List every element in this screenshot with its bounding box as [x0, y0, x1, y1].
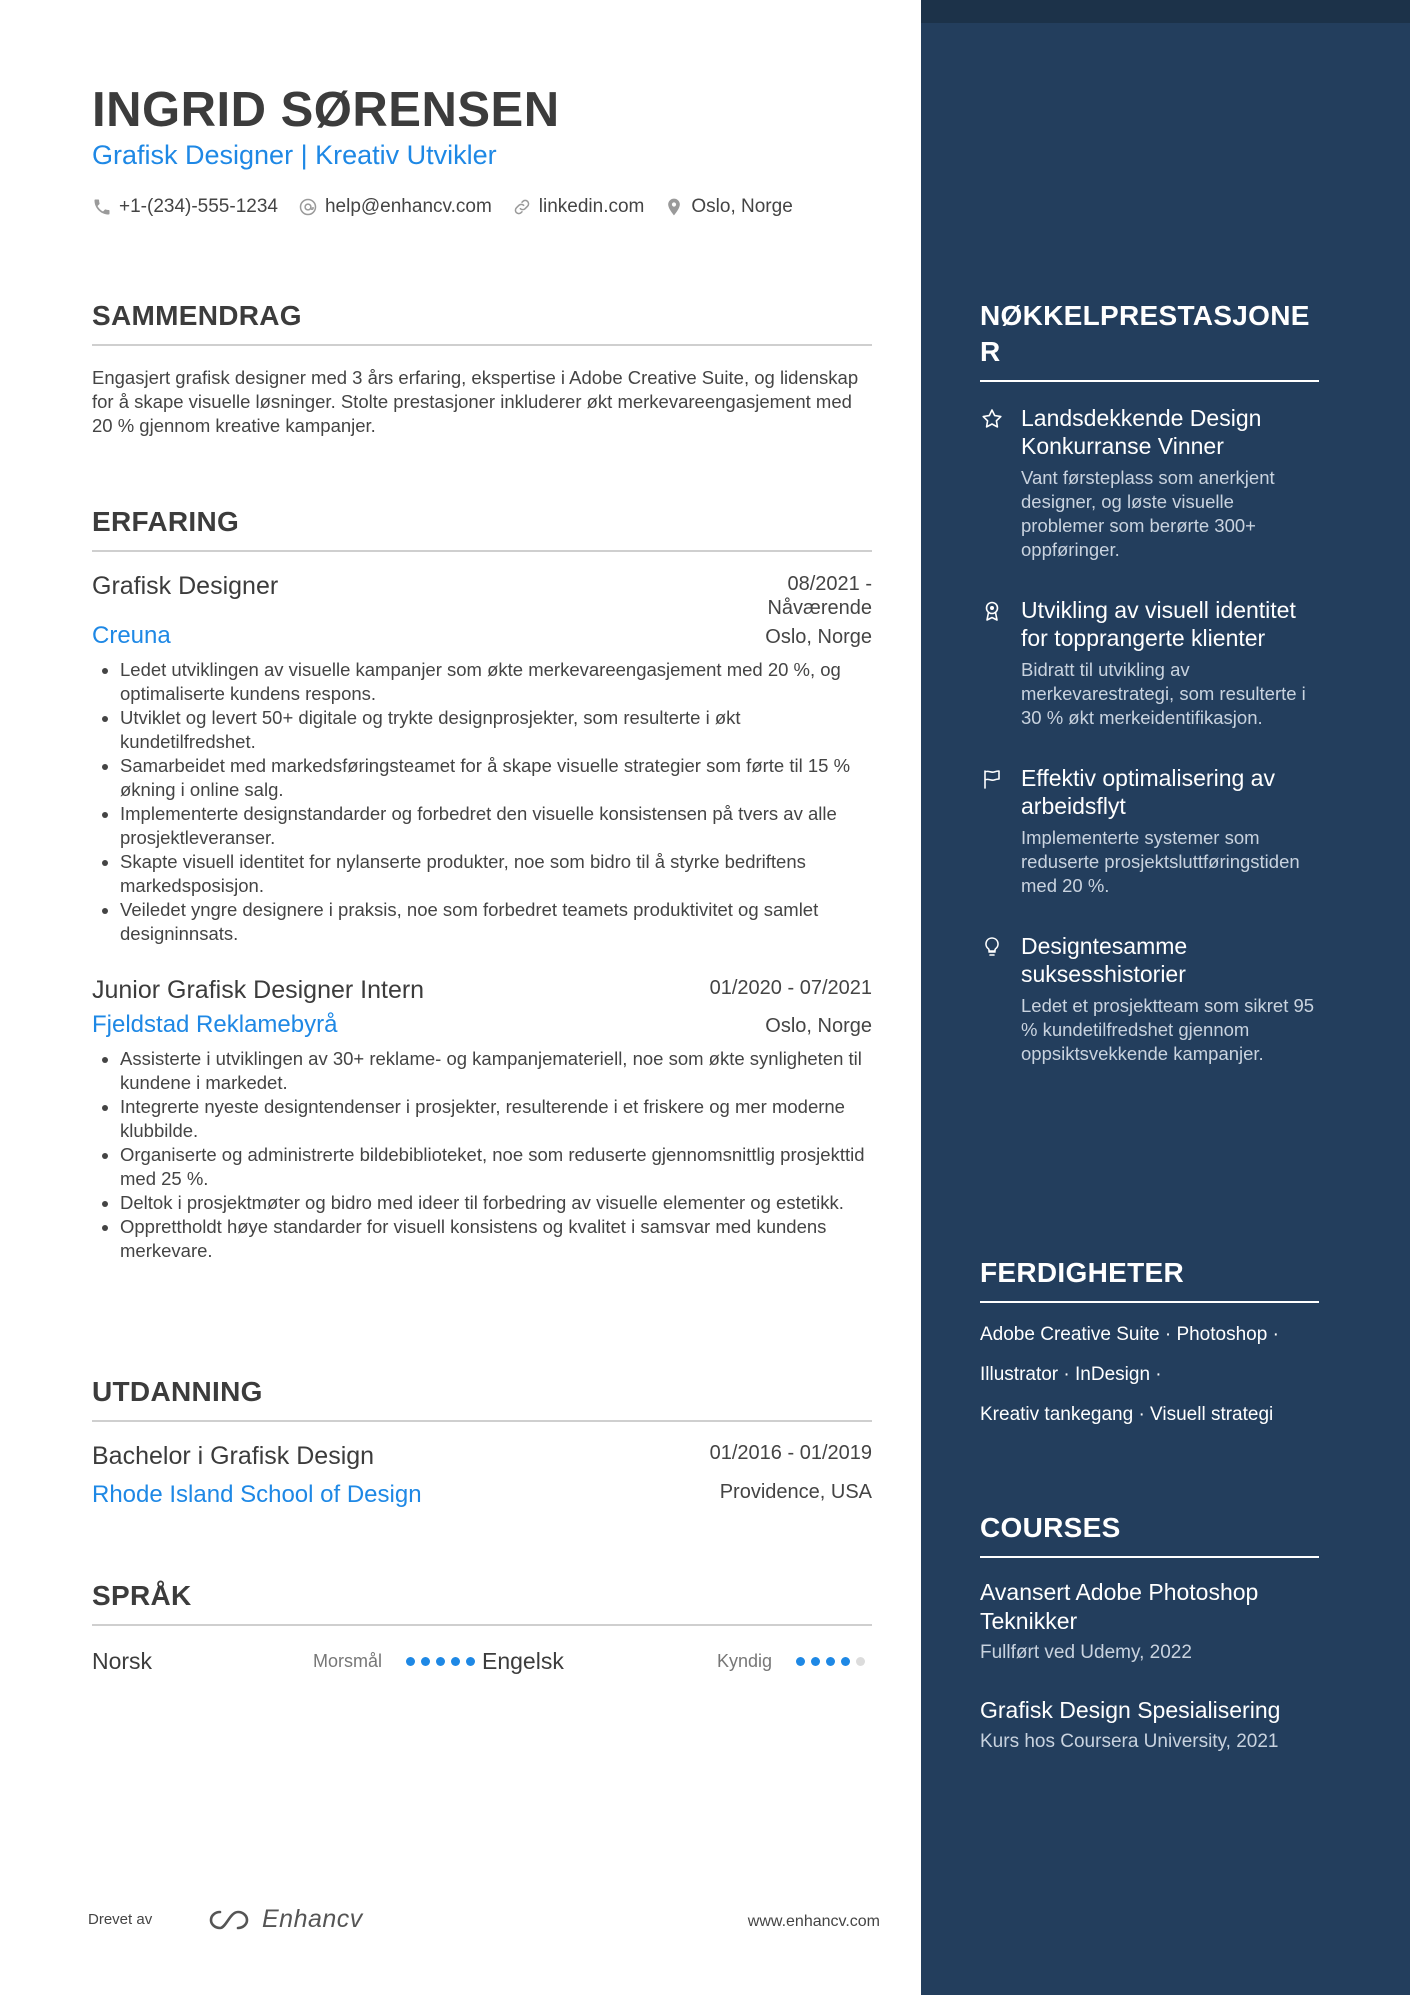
achievement-desc: Bidratt til utvikling av merkevarestrategi, som resulterte i 30 % økt merkeidentifikasjon. — [1021, 659, 1306, 728]
achievement-item — [980, 596, 1319, 730]
rating-dot — [421, 1657, 430, 1666]
language-level: Kyndig — [716, 1651, 772, 1671]
job-bullets — [92, 658, 872, 946]
bullet-item: • Deltok i prosjektmøter og bidro med ideer til forbedring av visuelle elementer og estetikk. — [120, 1191, 872, 1215]
bullet-item: • Skapte visuell identitet for nylanserte produkter, noe som bidro til å styrke bedriftens markedsposisjon. — [120, 850, 872, 898]
skills-line: Kreativ tankegang · Visuell strategi — [980, 1404, 1274, 1425]
contact-location-text: Oslo, Norge — [691, 196, 793, 217]
job-bullets — [92, 1047, 872, 1263]
enhancv-logo-icon — [206, 1907, 254, 1933]
course-desc: Kurs hos Coursera University, 2021 — [980, 1731, 1279, 1752]
flag-icon — [980, 767, 1004, 791]
skills-list — [980, 1315, 1319, 1435]
courses-title: COURSES — [980, 1510, 1319, 1558]
rating-dot — [451, 1657, 460, 1666]
summary-section — [92, 300, 872, 438]
bullet-item: • Organiserte og administrerte bildebiblioteket, noe som reduserte gjennomsnittlig prosjekttid med 25 %. — [120, 1143, 872, 1191]
achievement-item — [980, 764, 1319, 898]
achievement-desc: Vant førsteplass som anerkjent designer, og løste visuelle problemer som berørte 300+ oppføringer. — [1021, 467, 1275, 560]
skills-line: Illustrator · InDesign · — [980, 1364, 1162, 1385]
bullet-item: • Implementerte designstandarder og forbedret den visuelle konsistensen på tvers av alle prosjektleveranser. — [120, 802, 872, 850]
language-item — [92, 1648, 482, 1675]
contact-linkedin[interactable] — [512, 196, 645, 218]
job-title: Grafisk Designer — [92, 572, 279, 600]
job-entry — [92, 976, 872, 1263]
language-item — [482, 1648, 872, 1675]
achievement-item — [980, 932, 1319, 1066]
courses-section — [980, 1510, 1319, 1753]
education-title: UTDANNING — [92, 1376, 872, 1422]
achievement-title: Utvikling av visuell identitet for topprangerte klienter — [1021, 597, 1296, 651]
summary-title: SAMMENDRAG — [92, 300, 872, 346]
experience-title: ERFARING — [92, 506, 872, 552]
achievements-section — [980, 298, 1319, 1066]
course-item — [980, 1696, 1319, 1753]
course-title: Avansert Adobe Photoshop Teknikker — [980, 1579, 1259, 1634]
education-date: 01/2016 - 01/2019 — [709, 1442, 872, 1464]
location-icon — [664, 197, 684, 217]
achievements-title: NØKKELPRESTASJONER — [980, 298, 1319, 382]
candidate-subtitle: Grafisk Designer | Kreativ Utvikler — [92, 140, 497, 170]
rating-dot — [466, 1657, 475, 1666]
course-item — [980, 1578, 1319, 1664]
degree-name: Bachelor i Grafisk Design — [92, 1442, 375, 1470]
achievement-title: Landsdekkende Design Konkurranse Vinner — [1021, 405, 1262, 459]
achievement-title: Effektiv optimalisering av arbeidsflyt — [1021, 765, 1275, 819]
bullet-item: • Ledet utviklingen av visuelle kampanjer som økte merkevareengasjement med 20 %, og optimaliserte kundens respons. — [120, 658, 872, 706]
company-name[interactable]: Fjeldstad Reklamebyrå — [92, 1011, 338, 1038]
summary-text: Engasjert grafisk designer med 3 års erfaring, ekspertise i Adobe Creative Suite, og lidenskap for å skape visuelle løsninger. Stolte prestasjoner inkluderer økt merkevareengasjement med 20 % gjennom kreative kampanjer. — [92, 367, 859, 436]
achievement-title: Designtesamme suksesshistorier — [1021, 933, 1188, 987]
languages-section — [92, 1580, 872, 1675]
contact-email[interactable] — [298, 196, 492, 218]
skills-section — [980, 1255, 1319, 1435]
course-desc: Fullført ved Udemy, 2022 — [980, 1642, 1192, 1663]
language-rating — [406, 1657, 475, 1666]
rating-dot — [406, 1657, 415, 1666]
sidebar-top-bar — [921, 0, 1410, 23]
job-date: 01/2020 - 07/2021 — [709, 977, 872, 999]
achievement-item — [980, 404, 1319, 562]
rating-dot — [436, 1657, 445, 1666]
languages-title: SPRÅK — [92, 1580, 872, 1626]
achievement-desc: Implementerte systemer som reduserte prosjektsluttføringstiden med 20 %. — [1021, 827, 1300, 896]
job-location: Oslo, Norge — [765, 1015, 872, 1037]
contact-phone-text: +1-(234)-555-1234 — [119, 196, 278, 217]
contact-location — [664, 196, 792, 218]
award-icon — [980, 599, 1004, 623]
education-location: Providence, USA — [719, 1481, 872, 1503]
contact-email-text: help@enhancv.com — [324, 196, 492, 217]
lightbulb-icon — [980, 935, 1004, 959]
skills-line: Adobe Creative Suite · Photoshop · — [980, 1324, 1279, 1345]
link-icon — [512, 197, 532, 217]
job-date: 08/2021 - Nåværende — [767, 573, 872, 619]
bullet-item: • Veiledet yngre designere i praksis, noe som forbedret teamets produktivitet og samlet designinnsats. — [120, 898, 872, 946]
enhancv-logo[interactable] — [206, 1905, 363, 1934]
job-title: Junior Grafisk Designer Intern — [92, 976, 425, 1004]
course-title: Grafisk Design Spesialisering — [980, 1697, 1281, 1723]
contact-list — [92, 196, 793, 218]
contact-phone[interactable] — [92, 196, 278, 218]
at-icon — [298, 197, 318, 217]
language-name: Norsk — [92, 1648, 153, 1674]
footer — [88, 1905, 880, 1945]
sidebar — [921, 0, 1410, 1995]
job-entry — [92, 572, 872, 946]
bullet-item: • Samarbeidet med markedsføringsteamet for å skape visuelle strategier som førte til 15 % økning i online salg. — [120, 754, 872, 802]
bullet-item: • Opprettholdt høye standarder for visuell konsistens og kvalitet i samsvar med kundens merkevare. — [120, 1215, 872, 1263]
education-section — [92, 1376, 872, 1509]
rating-dot — [841, 1657, 850, 1666]
language-level: Morsmål — [312, 1651, 382, 1671]
rating-dot — [826, 1657, 835, 1666]
rating-dot — [811, 1657, 820, 1666]
achievement-desc: Ledet et prosjektteam som sikret 95 % kundetilfredshet gjennom oppsiktsvekkende kampanjer. — [1021, 995, 1315, 1064]
powered-by-label: Drevet av — [88, 1911, 153, 1928]
phone-icon — [92, 197, 112, 217]
skills-title: FERDIGHETER — [980, 1255, 1319, 1303]
brand-name: Enhancv — [262, 1905, 363, 1933]
company-name[interactable]: Creuna — [92, 622, 171, 649]
school-name[interactable]: Rhode Island School of Design — [92, 1481, 422, 1508]
experience-section — [92, 506, 872, 1263]
language-name: Engelsk — [482, 1648, 564, 1674]
website-link[interactable]: www.enhancv.com — [747, 1913, 880, 1930]
job-location: Oslo, Norge — [765, 626, 872, 648]
candidate-name: INGRID SØRENSEN — [92, 83, 560, 137]
rating-dot — [856, 1657, 865, 1666]
bullet-item: • Utviklet og levert 50+ digitale og trykte designprosjekter, som resulterte i økt kundetilfredshet. — [120, 706, 872, 754]
language-rating — [796, 1657, 865, 1666]
bullet-item: • Integrerte nyeste designtendenser i prosjekter, resulterende i et friskere og mer moderne klubbilde. — [120, 1095, 872, 1143]
rating-dot — [796, 1657, 805, 1666]
star-icon — [980, 407, 1004, 431]
bullet-item: • Assisterte i utviklingen av 30+ reklame- og kampanjemateriell, noe som økte synligheten til kundene i markedet. — [120, 1047, 872, 1095]
contact-linkedin-text: linkedin.com — [538, 196, 645, 217]
